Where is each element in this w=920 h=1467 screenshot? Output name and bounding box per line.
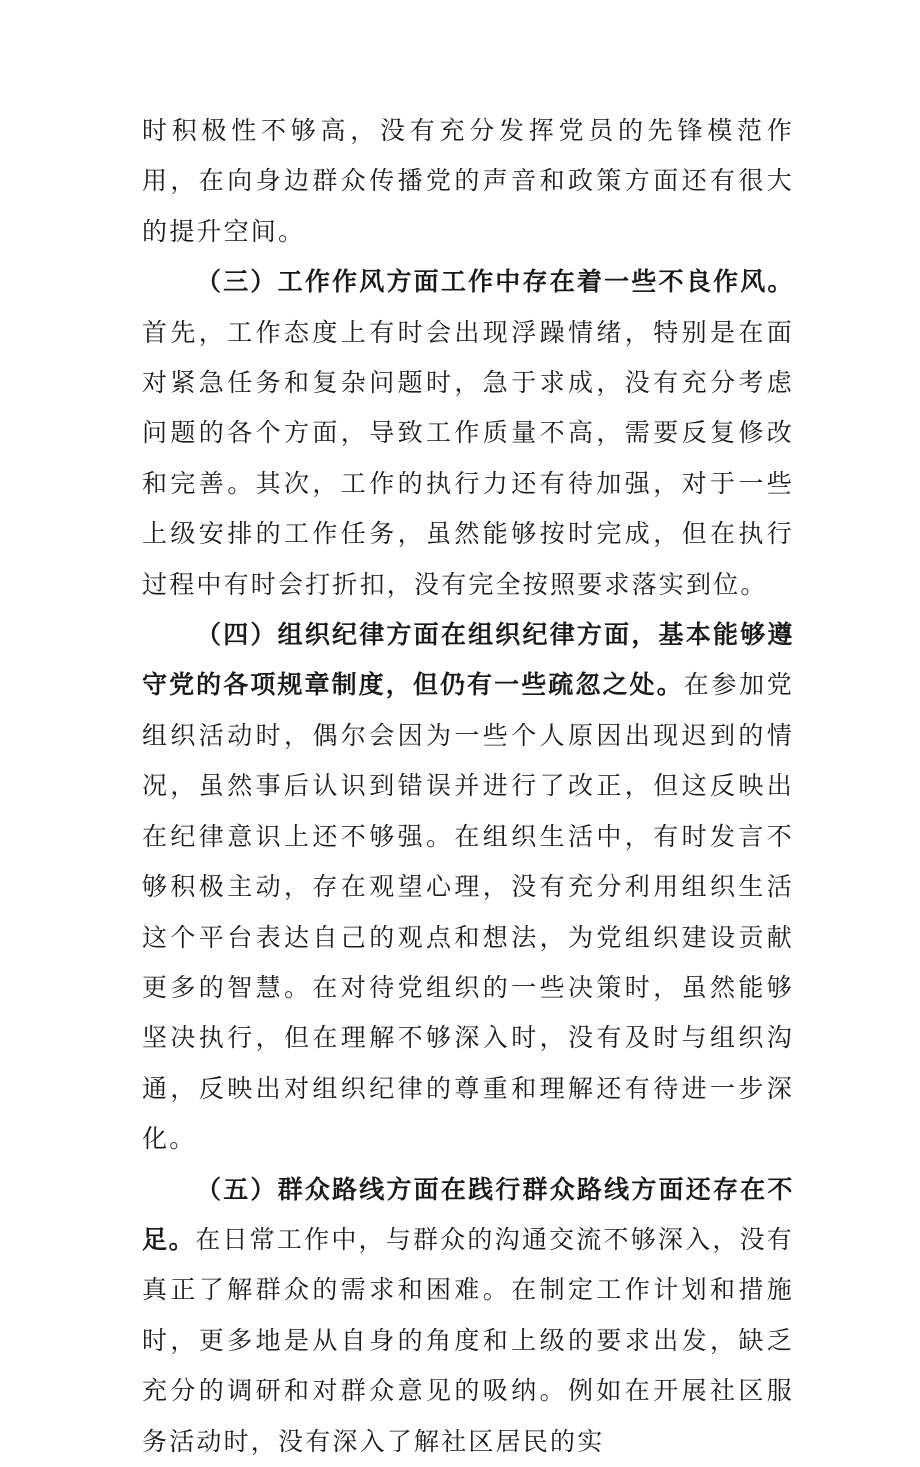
paragraph-work-style [142,257,794,610]
paragraph-text: 时积极性不够高，没有充分发挥党员的先锋模范作用，在向身边群众传播党的声音和政策方面还有很大的提升空间。 [142,116,794,246]
document-body [142,106,794,1467]
paragraph-discipline [142,610,794,1164]
paragraph-mass-line [142,1165,794,1467]
paragraph-continuation [142,106,794,257]
section-heading-discipline: （四）组织纪律方面在组织纪律方面，基本能够遵守党的各项规章制度，但仍有一些疏忽之处。 [142,620,794,700]
section-heading-mass-line: （五）群众路线方面在践行群众路线方面还存在不足。 [142,1174,794,1254]
paragraph-text: 在日常工作中，与群众的沟通交流不够深入，没有真正了解群众的需求和困难。在制定工作计划和措施时，更多地是从自身的角度和上级的要求出发，缺乏充分的调研和对群众意见的吸纳。例如在开展社区服务活动时，没有深入了解社区居民的实 [142,1224,794,1456]
section-heading-work-style: （三）工作作风方面工作中存在着一些不良作风。 [196,267,794,297]
paragraph-text: 首先，工作态度上有时会出现浮躁情绪，特别是在面对紧急任务和复杂问题时，急于求成，没有充分考虑问题的各个方面，导致工作质量不高，需要反复修改和完善。其次，工作的执行力还有待加强，对于一些上级安排的工作任务，虽然能够按时完成，但在执行过程中有时会打折扣，没有完全按照要求落实到位。 [142,317,794,599]
paragraph-text: 在参加党组织活动时，偶尔会因为一些个人原因出现迟到的情况，虽然事后认识到错误并进行了改正，但这反映出在纪律意识上还不够强。在组织生活中，有时发言不够积极主动，存在观望心理，没有充分利用组织生活这个平台表达自己的观点和想法，为党组织建设贡献更多的智慧。在对待党组织的一些决策时，虽然能够坚决执行，但在理解不够深入时，没有及时与组织沟通，反映出对组织纪律的尊重和理解还有待进一步深化。 [142,670,794,1154]
